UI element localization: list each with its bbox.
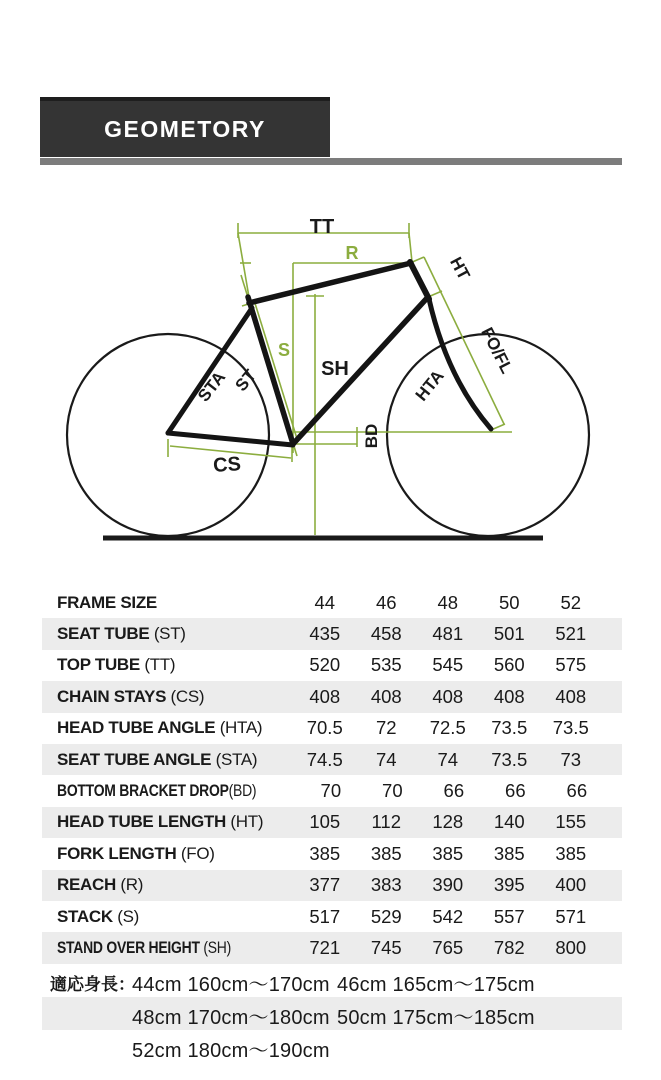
table-cell: 782 [493, 936, 525, 958]
row-label: STAND OVER HEIGHT (SH) [57, 937, 232, 957]
table-cell: 408 [555, 685, 587, 707]
row-label: SEAT TUBE (ST) [57, 624, 186, 644]
table-cell: 52 [560, 591, 582, 613]
page-title: GEOMETORY [104, 115, 266, 142]
table-cell: 385 [309, 842, 341, 864]
row-label: FRAME SIZE [57, 592, 157, 612]
label-head-tube-angle: HTA [411, 366, 448, 405]
section-header-band [40, 97, 330, 157]
table-cell: 571 [555, 905, 587, 927]
table-cell: 560 [493, 654, 525, 676]
fit-size-range: 46cm 165cm～175cm [337, 974, 535, 996]
table-cell: 481 [432, 623, 464, 645]
fit-guide-line [42, 964, 622, 997]
table-cell: 74 [437, 748, 459, 770]
table-cell: 408 [309, 685, 341, 707]
table-cell: 112 [371, 811, 401, 833]
table-cell: 66 [443, 780, 465, 802]
row-label: HEAD TUBE ANGLE (HTA) [57, 718, 263, 738]
table-row [42, 587, 622, 618]
table-cell: 520 [309, 654, 341, 676]
table-row [42, 681, 622, 712]
fit-size-range: 44cm 160cm～170cm [132, 974, 330, 996]
table-cell: 408 [370, 685, 402, 707]
table-cell: 155 [555, 811, 587, 833]
table-cell: 44 [314, 591, 336, 613]
table-cell: 535 [370, 654, 402, 676]
table-row [42, 775, 622, 806]
table-cell: 74 [375, 748, 397, 770]
table-cell: 377 [309, 874, 341, 896]
table-row [42, 650, 622, 681]
fit-guide [42, 964, 622, 1063]
label-chain-stays: CS [212, 453, 242, 477]
label-fork-length: FO/FL [477, 324, 517, 377]
row-label: FORK LENGTH (FO) [57, 843, 215, 863]
table-cell: 66 [566, 780, 588, 802]
table-cell: 575 [555, 654, 587, 676]
row-label: STACK (S) [57, 906, 139, 926]
table-cell: 721 [309, 936, 341, 958]
row-label: TOP TUBE (TT) [57, 655, 176, 675]
table-cell: 70.5 [306, 717, 343, 739]
row-label: HEAD TUBE LENGTH (HT) [57, 812, 264, 832]
table-cell: 105 [309, 811, 341, 833]
table-row [42, 901, 622, 932]
fit-guide-line [42, 997, 622, 1030]
table-cell: 529 [370, 905, 402, 927]
label-top-tube: TT [309, 216, 335, 238]
table-cell: 74.5 [306, 748, 343, 770]
table-cell: 390 [432, 874, 464, 896]
table-row [42, 744, 622, 775]
table-cell: 408 [432, 685, 464, 707]
table-cell: 73.5 [552, 717, 589, 739]
table-cell: 385 [370, 842, 402, 864]
header-underline [40, 158, 622, 165]
table-cell: 517 [309, 905, 341, 927]
table-cell: 70 [320, 780, 342, 802]
table-row [42, 870, 622, 901]
table-cell: 48 [437, 591, 459, 613]
table-cell: 73.5 [491, 717, 528, 739]
table-cell: 385 [555, 842, 587, 864]
table-cell: 542 [432, 905, 464, 927]
table-cell: 383 [370, 874, 402, 896]
label-stack: S [277, 340, 291, 360]
label-seat-tube: ST [231, 366, 261, 395]
table-cell: 140 [493, 811, 525, 833]
table-cell: 765 [432, 936, 464, 958]
table-row [42, 618, 622, 649]
table-cell: 745 [370, 936, 402, 958]
geometry-table [42, 587, 622, 964]
table-cell: 72.5 [429, 717, 466, 739]
table-cell: 73 [560, 748, 582, 770]
fit-guide-line [42, 1030, 622, 1063]
table-cell: 128 [432, 811, 464, 833]
table-cell: 46 [375, 591, 397, 613]
table-row [42, 932, 622, 963]
table-cell: 800 [555, 936, 587, 958]
table-cell: 400 [555, 874, 587, 896]
row-label: BOTTOM BRACKET DROP(BD) [57, 781, 257, 801]
label-head-tube: HT [446, 253, 474, 283]
fit-guide-heading: 適応身長： [50, 975, 135, 994]
label-standover: SH [321, 358, 349, 380]
table-row [42, 807, 622, 838]
row-label: CHAIN STAYS (CS) [57, 686, 205, 706]
table-cell: 395 [493, 874, 525, 896]
row-label: SEAT TUBE ANGLE (STA) [57, 749, 258, 769]
fit-size-range: 50cm 175cm～185cm [337, 1007, 535, 1029]
table-cell: 408 [493, 685, 525, 707]
row-label: REACH (R) [57, 875, 144, 895]
table-cell: 521 [555, 623, 587, 645]
bike-geometry-diagram [0, 210, 661, 570]
label-bb-drop: BD [362, 423, 381, 449]
table-cell: 73.5 [491, 748, 528, 770]
label-seat-tube-angle: STA [194, 367, 230, 406]
table-cell: 458 [370, 623, 402, 645]
table-cell: 385 [493, 842, 525, 864]
table-cell: 435 [309, 623, 341, 645]
table-cell: 50 [498, 591, 520, 613]
fit-size-range: 48cm 170cm～180cm [132, 1007, 330, 1029]
table-row [42, 838, 622, 869]
table-cell: 385 [432, 842, 464, 864]
table-row [42, 713, 622, 744]
bike-frame [168, 262, 491, 445]
table-cell: 70 [382, 780, 403, 802]
table-cell: 501 [493, 623, 525, 645]
fit-size-range: 52cm 180cm～190cm [132, 1040, 330, 1062]
table-cell: 557 [493, 905, 525, 927]
table-cell: 66 [505, 780, 526, 802]
table-cell: 545 [432, 654, 464, 676]
table-cell: 72 [375, 717, 397, 739]
label-reach: R [345, 243, 359, 263]
